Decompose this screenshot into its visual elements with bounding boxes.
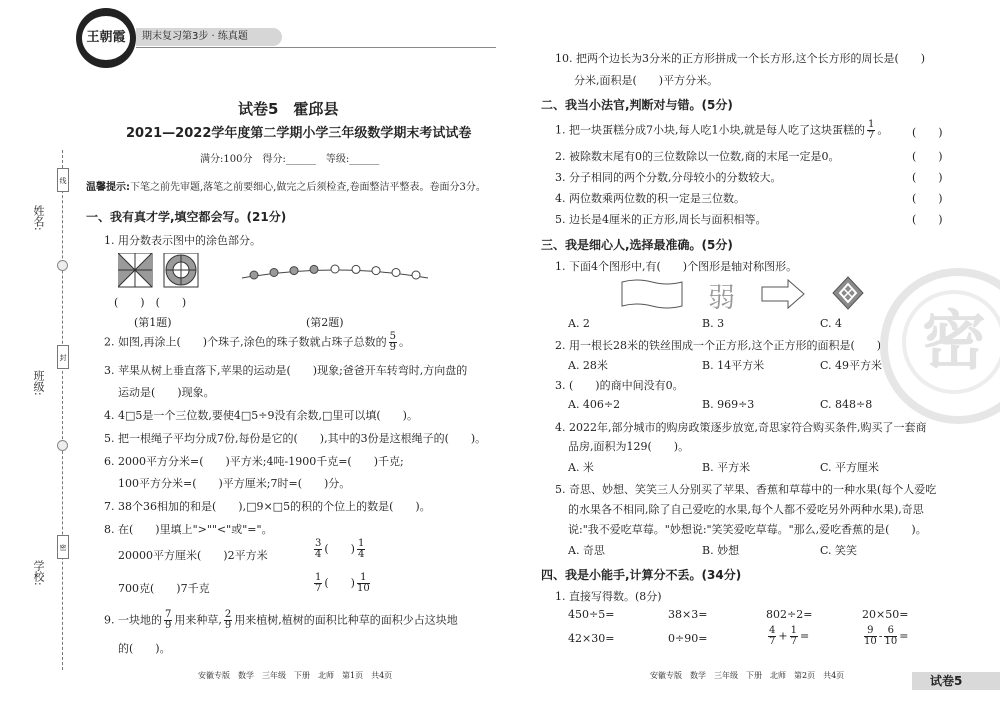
q6-line1: 6. 2000平方分米=( )平方米;4吨-1900千克=( )千克; [104,455,404,468]
frac-den: 7 [790,636,797,647]
choice-q3-opt-a[interactable]: A. 406÷2 [568,398,621,411]
binding-mark-line: 线 [57,168,69,192]
q2-caption: (第2题) [306,316,344,329]
section1-heading: 一、我有真才学,填空都会写。(21分) [86,210,287,224]
frac-num: 6 [884,626,897,637]
choice-q5-opt-c[interactable]: C. 笑笑 [820,544,858,557]
judge-blank-1[interactable]: ( ) [912,126,943,139]
choice-q1-text: 1. 下面4个图形中,有( )个图形是轴对称图形。 [555,260,798,273]
q1-figures [118,253,200,289]
q8-r1-frac2 [357,539,365,560]
name-label: 姓名: [32,205,45,231]
judge-item-5: 5. 边长是4厘米的正方形,周长与面积相等。 [555,213,767,226]
q8-r1-frac1 [314,539,322,560]
choice-q3-opt-c[interactable]: C. 848÷8 [820,398,873,411]
section3-heading: 三、我是细心人,选择最准确。(5分) [541,238,733,252]
judge-1-fraction [867,120,875,141]
choice-q1-opt-c[interactable]: C. 4 [820,317,843,330]
frac-num: 9 [864,626,877,637]
calc-item: 0÷90= [668,632,708,645]
frac-num: 4 [769,625,776,636]
q2-frac-den: 9 [389,342,396,353]
q4-text: 4. 4□5是一个三位数,要使4□5÷9没有余数,□里可以填( )。 [104,409,418,422]
choice-q5-opt-a[interactable]: A. 奇思 [568,544,605,557]
choice-q2-opt-b[interactable]: B. 14平方米 [702,359,765,372]
choice-q4-opt-b[interactable]: B. 平方米 [702,461,751,474]
q7-text: 7. 38个36相加的和是( ),□9×□5的积的个位上的数是( )。 [104,500,431,513]
class-label: 班级: [32,370,45,396]
frac-den: 4 [315,549,322,560]
frac [864,626,877,647]
judge-blank-3[interactable]: ( ) [912,171,943,184]
frac-den: 9 [224,620,232,631]
q2-text [104,332,410,353]
frac-den: 9 [165,620,172,631]
choice-q3-opt-b[interactable]: B. 969÷3 [702,398,755,411]
choice-q3-text: 3. ( )的商中间没有0。 [555,379,684,392]
choice-q5-opt-b[interactable]: B. 妙想 [702,544,740,557]
calc-fraction-sum [766,626,809,647]
frac-num: 3 [315,538,322,549]
q9-part-b: 用来种草, [174,613,222,627]
q2-part-a: 2. 如图,再涂上( )个珠子,涂色的珠子数就占珠子总数的 [104,335,387,349]
equals: = [799,629,810,643]
equals: = [899,629,909,643]
frac-num: 1 [357,573,370,584]
publisher-logo [76,8,136,68]
choice-q2-opt-c[interactable]: C. 49平方米 [820,359,883,372]
header-rule [136,47,496,48]
seal-char: 密 [902,290,1000,394]
q8-text: 8. 在( )里填上">""<"或"="。 [104,523,273,536]
q9-part-c: 用来植树,植树的面积比种草的面积少占这块地 [234,613,458,627]
frac [884,626,897,647]
choice-q4-line1: 4. 2022年,部分城市的购房政策逐步放宽,奇思家符合购买条件,购买了一套商 [555,421,927,434]
choice-q5-line3: 说:"我不爱吃草莓。"妙想说:"笑笑爱吃草莓。"那么,爱吃香蕉的是( )。 [568,523,927,536]
score-line: 满分:100分 得分:______ 等级:______ [200,154,380,165]
binding-hole [57,260,68,271]
judge-item-3: 3. 分子相同的两个分数,分母较小的分数较大。 [555,171,782,184]
q9-line2: 的( )。 [118,642,171,655]
logo-text: 王朝霞 [82,16,130,60]
q9-part-a: 9. 一块地的 [104,613,162,627]
q2-part-b: 。 [398,335,410,349]
frac-den: 4 [357,549,365,560]
binding-hole [57,440,68,451]
q5-text: 5. 把一根绳子平均分成7份,每份是它的( ),其中的3份是这根绳子的( )。 [104,432,487,445]
q2-fraction [389,332,397,353]
frac-num: 2 [224,609,232,620]
frac-den: 7 [315,583,322,594]
school-label: 学校: [32,560,45,586]
judge-blank-2[interactable]: ( ) [912,150,943,163]
q8-row2-right [312,573,372,594]
footer-left: 安徽专版 数学 三年级 下册 北师 第1页 共4页 [198,671,393,680]
judge-blank-5[interactable]: ( ) [912,213,943,226]
choice-q4-opt-c[interactable]: C. 平方厘米 [820,461,880,474]
frac [768,626,776,647]
q8-row1-right [312,539,367,560]
calc-q1-text: 1. 直接写得数。(8分) [555,590,662,603]
judge-1-text: 1. 把一块蛋糕分成7小块,每人吃1小块,就是每人吃了这块蛋糕的 [555,123,865,137]
q8-r2-frac2 [357,573,370,594]
q1-caption: (第1题) [134,316,172,329]
tip-label: 温馨提示: [86,182,130,193]
q2-frac-num: 5 [389,331,396,342]
q1-text: 1. 用分数表示图中的涂色部分。 [104,234,261,247]
arrow-shape [760,278,806,310]
q1-answer-blanks: ( ) ( ) [114,296,187,309]
frac-num: 1 [790,625,797,636]
header-banner: 期末复习第3步 · 练真题 [136,28,282,46]
bead-string [240,262,430,282]
judge-item-4: 4. 两位数乘两位数的积一定是三位数。 [555,192,745,205]
q10-line2: 分米,面积是( )平方分米。 [574,74,719,87]
binding-dashed-line [62,150,63,670]
choice-q4-opt-a[interactable]: A. 米 [568,461,594,474]
calc-item: 42×30= [568,632,615,645]
calc-item: 802÷2= [766,608,813,621]
frac-num: 7 [165,609,172,620]
calc-fraction-diff [862,626,908,647]
choice-q1-opt-b[interactable]: B. 3 [702,317,725,330]
q9-line1 [104,610,458,631]
choice-q2-text: 2. 用一根长28米的铁丝围成一个正方形,这个正方形的面积是( )。 [555,339,893,352]
tip-line [86,178,486,193]
frac-den: 10 [864,636,877,647]
secret-seal-icon [880,268,1000,424]
weak-character: 弱 [708,283,735,314]
q8-r2-frac1 [314,573,322,594]
knot-shape [832,276,864,310]
binding-mark-seal: 封 [57,345,69,369]
q8-row2-left: 700克( )7千克 [118,582,210,595]
frac-den: 7 [867,130,875,141]
judge-item-2: 2. 被除数末尾有0的三位数除以一位数,商的末尾一定是0。 [555,150,840,163]
q6-line2: 100平方分米=( )平方厘米;7时=( )分。 [118,477,351,490]
frac-num: 1 [357,538,365,549]
calc-item: 450÷5= [568,608,615,621]
exam-subtitle: 2021—2022学年度第二学期小学三年级数学期末考试试卷 [126,126,472,141]
frac-den: 10 [884,636,898,647]
choice-q4-line2: 品房,面积为129( )。 [568,440,690,453]
q3-line1: 3. 苹果从树上垂直落下,苹果的运动是( )现象;爸爸开车转弯时,方向盘的 [104,364,468,377]
choice-q5-line2: 的水果各不相同,除了自己爱吃的水果,每个人都不爱吃另外两种水果),奇思 [568,503,924,516]
footer-badge: 试卷5 [912,672,1000,690]
exam-title: 试卷5 霍邱县 [238,100,339,118]
operator: - [878,629,883,643]
q9-frac1 [164,610,172,631]
frac-num: 1 [867,119,875,130]
calc-item: 20×50= [862,608,909,621]
q10-line1: 10. 把两个边长为3分米的正方形拼成一个长方形,这个长方形的周长是( ) [555,52,926,65]
choice-q5-line1: 5. 奇思、妙想、笑笑三人分别买了苹果、香蕉和草莓中的一种水果(每个人爱吃 [555,483,937,496]
circle-figure [164,253,198,287]
binding-mark-secret: 密 [57,535,69,559]
square-figure [118,253,152,287]
frac-num: 1 [315,572,322,583]
q3-line2: 运动是( )现象。 [118,386,215,399]
frac-den: 10 [356,583,370,594]
choice-q1-opt-a[interactable]: A. 2 [568,317,590,330]
judge-1-tail: 。 [877,123,889,137]
q8-row1-left: 20000平方厘米( )2平方米 [118,549,268,562]
footer-right: 安徽专版 数学 三年级 下册 北师 第2页 共4页 [650,671,845,680]
frac-den: 7 [769,636,776,647]
section4-heading: 四、我是小能手,计算分不丢。(34分) [541,568,742,582]
choice-q2-opt-a[interactable]: A. 28米 [568,359,608,372]
q9-frac2 [224,610,232,631]
tip-text: 下笔之前先审题,落笔之前要细心,做完之后须检查,卷面整洁平整表。卷面分3分。 [130,182,486,193]
judge-item-1 [555,120,888,141]
calc-item: 38×3= [668,608,708,621]
judge-blank-4[interactable]: ( ) [912,192,943,205]
q8-r2-blank: ( ) [324,576,355,590]
section2-heading: 二、我当小法官,判断对与错。(5分) [541,98,733,112]
flag-shape [620,278,684,310]
operator: + [778,629,788,643]
frac [790,626,798,647]
q8-r1-blank: ( ) [324,542,355,556]
